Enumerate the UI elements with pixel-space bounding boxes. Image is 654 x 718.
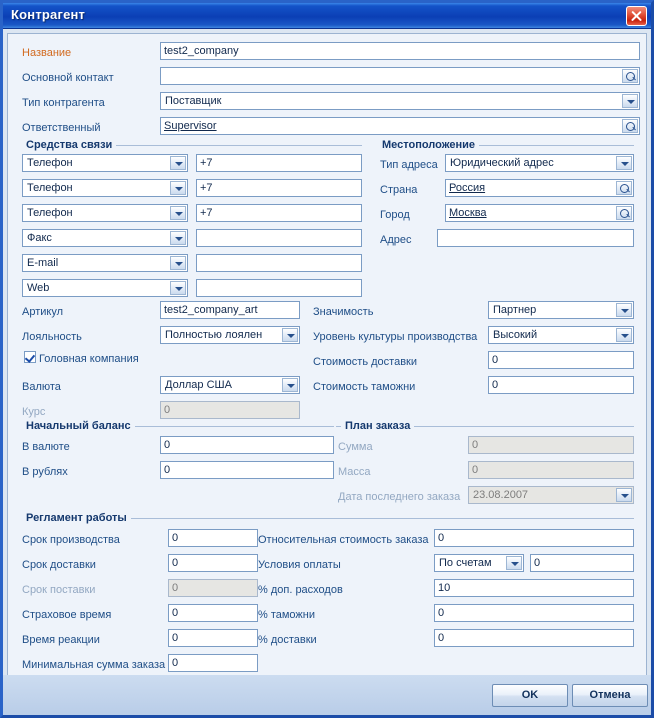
name-label: Название	[22, 47, 72, 59]
city-label: Город	[380, 209, 410, 221]
order-mass-label: Масса	[338, 466, 371, 478]
in-currency-field[interactable]: 0	[160, 436, 334, 454]
comm-type-value-1: Телефон	[27, 182, 73, 194]
dialog-footer	[3, 675, 651, 715]
last-order-date-dropdown-button[interactable]	[616, 488, 632, 502]
significance-label: Значимость	[313, 306, 374, 318]
production-culture-combo[interactable]	[488, 326, 634, 344]
chevron-down-icon	[627, 100, 635, 104]
comm-type-combo-5[interactable]	[22, 279, 188, 297]
significance-combo[interactable]	[488, 301, 634, 319]
chevron-down-icon	[621, 494, 629, 498]
extra-expenses-field[interactable]: 10	[434, 579, 634, 597]
comm-type-dropdown-2[interactable]	[170, 206, 186, 220]
production-term-field[interactable]: 0	[168, 529, 258, 547]
comm-type-combo-2[interactable]	[22, 204, 188, 222]
search-icon	[626, 122, 635, 131]
rate-field: 0	[160, 401, 300, 419]
address-label: Адрес	[380, 234, 412, 246]
loyalty-combo[interactable]	[160, 326, 300, 344]
comm-value-field-1[interactable]: +7	[196, 179, 362, 197]
comm-type-dropdown-1[interactable]	[170, 181, 186, 195]
delivery-term-field[interactable]: 0	[168, 554, 258, 572]
comm-value-field-5[interactable]	[196, 279, 362, 297]
customs-cost-label: Стоимость таможни	[313, 381, 416, 393]
last-order-date-combo	[468, 486, 634, 504]
delivery-cost-field[interactable]: 0	[488, 351, 634, 369]
main-contact-label: Основной контакт	[22, 72, 114, 84]
city-lookup-button[interactable]	[616, 206, 632, 220]
chevron-down-icon	[175, 187, 183, 191]
comm-value-field-3[interactable]	[196, 229, 362, 247]
production-term-label: Срок производства	[22, 534, 120, 546]
close-icon[interactable]	[626, 6, 647, 26]
last-order-date-value: 23.08.2007	[473, 489, 529, 501]
currency-label: Валюта	[22, 381, 61, 393]
chevron-down-icon	[621, 162, 629, 166]
insurance-time-label: Страховое время	[22, 609, 112, 621]
chevron-down-icon	[511, 562, 519, 566]
title-bar	[3, 3, 651, 29]
address-type-label: Тип адреса	[380, 159, 438, 171]
customs-percent-field[interactable]: 0	[434, 604, 634, 622]
chevron-down-icon	[621, 309, 629, 313]
currency-dropdown-button[interactable]	[282, 378, 298, 392]
window-title: Контрагент	[11, 7, 86, 22]
dialog-client-area	[7, 33, 647, 681]
order-plan-group-title: План заказа	[341, 420, 414, 432]
payment-terms-combo[interactable]	[434, 554, 524, 572]
customs-cost-field[interactable]: 0	[488, 376, 634, 394]
payment-terms-days-field[interactable]: 0	[530, 554, 634, 572]
delivery-term-label: Срок доставки	[22, 559, 96, 571]
search-icon	[620, 184, 629, 193]
counterparty-type-label: Тип контрагента	[22, 97, 105, 109]
comm-type-value-2: Телефон	[27, 207, 73, 219]
article-field[interactable]: test2_company_art	[160, 301, 300, 319]
initial-balance-group-title: Начальный баланс	[22, 420, 135, 432]
order-sum-field: 0	[468, 436, 634, 454]
responsible-field[interactable]: Supervisor	[160, 117, 640, 135]
supply-term-field: 0	[168, 579, 258, 597]
currency-value: Доллар США	[165, 379, 232, 391]
relative-order-cost-label: Относительная стоимость заказа	[258, 534, 429, 546]
loyalty-dropdown-button[interactable]	[282, 328, 298, 342]
address-type-dropdown-button[interactable]	[616, 156, 632, 170]
chevron-down-icon	[175, 237, 183, 241]
in-currency-label: В валюте	[22, 441, 70, 453]
comm-type-value-4: E-mail	[27, 257, 59, 269]
comm-type-dropdown-4[interactable]	[170, 256, 186, 270]
comm-value-field-0[interactable]: +7	[196, 154, 362, 172]
comm-type-combo-3[interactable]	[22, 229, 188, 247]
supply-term-label: Срок поставки	[22, 584, 96, 596]
cancel-button[interactable]: Отмена	[572, 684, 648, 707]
responsible-label: Ответственный	[22, 122, 101, 134]
ok-button[interactable]: OK	[492, 684, 568, 707]
delivery-cost-label: Стоимость доставки	[313, 356, 417, 368]
name-field[interactable]: test2_company	[160, 42, 640, 60]
address-field[interactable]	[437, 229, 634, 247]
insurance-time-field[interactable]: 0	[168, 604, 258, 622]
comm-value-field-4[interactable]	[196, 254, 362, 272]
search-icon	[626, 72, 635, 81]
country-lookup-button[interactable]	[616, 181, 632, 195]
in-rubles-label: В рублях	[22, 466, 68, 478]
comm-type-combo-1[interactable]	[22, 179, 188, 197]
head-company-checkbox[interactable]	[24, 351, 36, 363]
comm-type-dropdown-0[interactable]	[170, 156, 186, 170]
search-icon	[620, 209, 629, 218]
production-culture-value: Высокий	[493, 329, 538, 341]
chevron-down-icon	[175, 262, 183, 266]
loyalty-label: Лояльность	[22, 331, 82, 343]
rate-label: Курс	[22, 406, 46, 418]
work-regulations-group-title: Регламент работы	[22, 512, 131, 524]
country-label: Страна	[380, 184, 418, 196]
responsible-lookup-button[interactable]	[622, 119, 638, 133]
main-contact-lookup-button[interactable]	[622, 69, 638, 83]
comm-type-value-0: Телефон	[27, 157, 73, 169]
currency-combo[interactable]	[160, 376, 300, 394]
chevron-down-icon	[175, 287, 183, 291]
chevron-down-icon	[621, 334, 629, 338]
comm-type-combo-4[interactable]	[22, 254, 188, 272]
delivery-percent-field[interactable]: 0	[434, 629, 634, 647]
comm-type-value-3: Факс	[27, 232, 52, 244]
in-rubles-field[interactable]: 0	[160, 461, 334, 479]
last-order-date-label: Дата последнего заказа	[338, 491, 461, 503]
address-type-value: Юридический адрес	[450, 157, 554, 169]
loyalty-value: Полностью лоялен	[165, 329, 263, 341]
extra-expenses-label: % доп. расходов	[258, 584, 343, 596]
address-type-combo[interactable]	[445, 154, 634, 172]
counterparty-type-value: Поставщик	[165, 95, 222, 107]
comm-type-combo-0[interactable]	[22, 154, 188, 172]
order-sum-label: Сумма	[338, 441, 373, 453]
counterparty-type-combo[interactable]	[160, 92, 640, 110]
city-field[interactable]: Москва	[445, 204, 634, 222]
production-culture-label: Уровень культуры производства	[313, 331, 478, 343]
comm-type-dropdown-3[interactable]	[170, 231, 186, 245]
article-label: Артикул	[22, 306, 64, 318]
delivery-percent-label: % доставки	[258, 634, 317, 646]
min-order-sum-label: Минимальная сумма заказа	[22, 659, 166, 671]
chevron-down-icon	[175, 212, 183, 216]
comm-type-value-5: Web	[27, 282, 50, 294]
production-culture-dropdown-button[interactable]	[616, 328, 632, 342]
comm-value-field-2[interactable]: +7	[196, 204, 362, 222]
order-mass-field: 0	[468, 461, 634, 479]
main-contact-field[interactable]	[160, 67, 640, 85]
country-field[interactable]: Россия	[445, 179, 634, 197]
customs-percent-label: % таможни	[258, 609, 316, 621]
location-group-title: Местоположение	[378, 139, 479, 151]
relative-order-cost-field[interactable]: 0	[434, 529, 634, 547]
chevron-down-icon	[287, 384, 295, 388]
payment-terms-dropdown-button[interactable]	[506, 556, 522, 570]
chevron-down-icon	[175, 162, 183, 166]
payment-terms-label: Условия оплаты	[258, 559, 341, 571]
chevron-down-icon	[287, 334, 295, 338]
comm-type-dropdown-5[interactable]	[170, 281, 186, 295]
reaction-time-label: Время реакции	[22, 634, 100, 646]
counterparty-type-dropdown-button[interactable]	[622, 94, 638, 108]
reaction-time-field[interactable]: 0	[168, 629, 258, 647]
head-company-label: Головная компания	[39, 353, 139, 365]
significance-dropdown-button[interactable]	[616, 303, 632, 317]
payment-terms-value: По счетам	[439, 557, 492, 569]
min-order-sum-field[interactable]: 0	[168, 654, 258, 672]
significance-value: Партнер	[493, 304, 537, 316]
check-icon	[25, 352, 35, 363]
communications-group-title: Средства связи	[22, 139, 116, 151]
